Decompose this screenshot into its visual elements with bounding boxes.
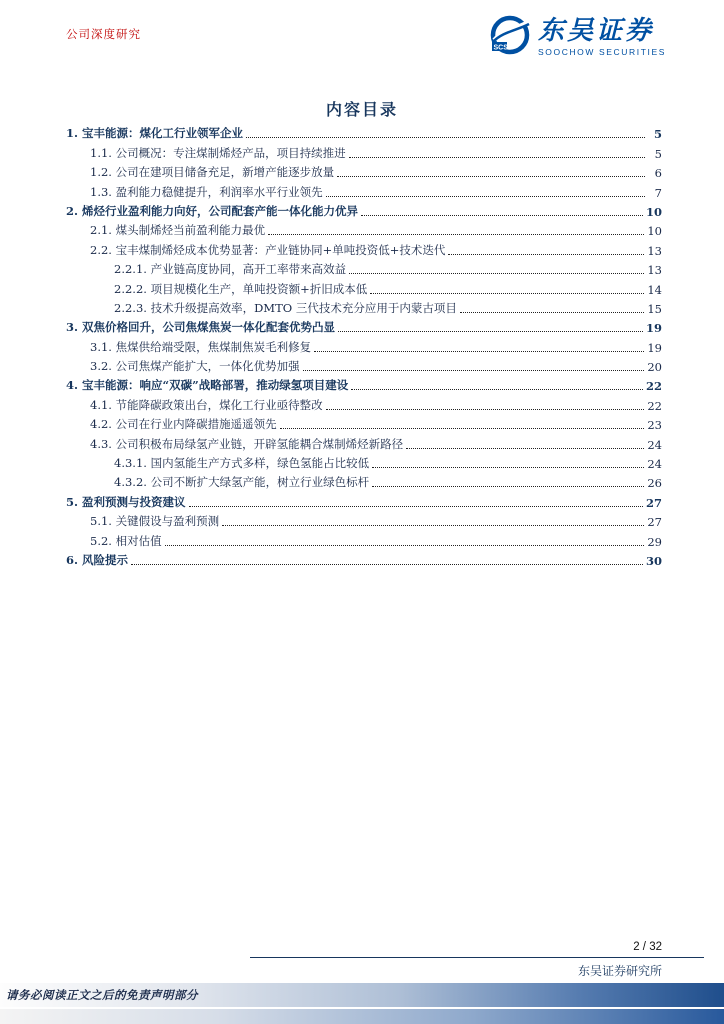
- toc-entry-page: 24: [647, 437, 662, 452]
- toc-entry-text: 5. 盈利预测与投资建议: [66, 494, 186, 509]
- toc-entry-text: 1.2. 公司在建项目储备充足，新增产能逐步放量: [90, 165, 335, 180]
- toc-leader-dots: [406, 448, 644, 449]
- toc-entry-text: 2. 烯烃行业盈利能力向好，公司配套产能一体化能力优异: [66, 203, 359, 218]
- toc-entry-text: 4.3.1. 国内氢能生产方式多样，绿色氢能占比较低: [114, 456, 370, 471]
- toc-entry[interactable]: [66, 240, 662, 259]
- scs-logo-icon: [488, 14, 532, 58]
- toc-leader-dots: [314, 351, 644, 352]
- toc-entry-text: 1.1. 公司概况：专注煤制烯烃产品，项目持续推进: [90, 145, 346, 160]
- toc-leader-dots: [165, 545, 645, 546]
- toc-leader-dots: [370, 293, 644, 294]
- toc-entry-page: 19: [647, 340, 662, 355]
- toc-leader-dots: [349, 157, 645, 158]
- toc-entry-text: 2.2.3. 技术升级提高效率，DMTO 三代技术充分应用于内蒙古项目: [114, 300, 457, 315]
- toc-entry-page: 27: [647, 515, 662, 530]
- toc-entry[interactable]: [66, 299, 662, 318]
- toc-title: 内容目录: [325, 100, 398, 119]
- toc-entry[interactable]: [66, 434, 662, 453]
- toc-entry-text: 4.3. 公司积极布局绿氢产业链，开辟氢能耦合煤制烯烃新路径: [90, 436, 404, 451]
- toc-entry-page: 15: [647, 301, 662, 316]
- toc-entry-page: 5: [654, 146, 662, 161]
- toc-entry-text: 4.2. 公司在行业内降碳措施遥遥领先: [90, 417, 277, 432]
- disclaimer-text: 请务必阅读正文之后的免责声明部分: [6, 988, 198, 1002]
- toc-entry[interactable]: [66, 163, 662, 182]
- toc-entry[interactable]: [66, 318, 662, 337]
- toc-entry[interactable]: [66, 512, 662, 531]
- toc-entry[interactable]: [66, 473, 662, 492]
- toc-entry-page: 20: [647, 360, 662, 375]
- toc-entry-text: 4. 宝丰能源：响应“双碳”战略部署，推动绿氢项目建设: [66, 378, 349, 393]
- toc-entry[interactable]: [66, 395, 662, 414]
- toc-entry-page: 22: [645, 379, 662, 394]
- toc-entry-text: 6. 风险提示: [66, 552, 129, 567]
- toc-entry-text: 2.1. 煤头制烯烃当前盈利能力最优: [90, 223, 266, 238]
- toc-entry-text: 3.2. 公司焦煤产能扩大，一体化优势加强: [90, 359, 300, 374]
- page-number-indicator: 2 / 32: [633, 941, 662, 953]
- toc-entry-text: 4.1. 节能降碳政策出台，煤化工行业亟待整改: [90, 397, 323, 412]
- toc-entry-text: 5.1. 关键假设与盈利预测: [90, 514, 220, 529]
- toc-leader-dots: [280, 428, 645, 429]
- research-institute-label: 东吴证券研究所: [250, 957, 704, 979]
- toc-entry[interactable]: [66, 551, 662, 570]
- toc-leader-dots: [372, 467, 644, 468]
- toc-entry-page: 13: [647, 263, 662, 278]
- toc-entry-page: 23: [647, 418, 662, 433]
- toc-leader-dots: [131, 564, 643, 565]
- toc-entry[interactable]: [66, 202, 662, 221]
- toc-leader-dots: [351, 389, 643, 390]
- toc-entry[interactable]: [66, 531, 662, 550]
- bottom-gradient-strip: [0, 1009, 724, 1024]
- toc-entry-page: 13: [647, 243, 662, 258]
- toc-entry[interactable]: [66, 357, 662, 376]
- toc-entry[interactable]: [66, 415, 662, 434]
- toc-entry-page: 30: [645, 553, 662, 568]
- toc-leader-dots: [303, 370, 645, 371]
- report-category-label: 公司深度研究: [66, 27, 141, 41]
- toc-entry[interactable]: [66, 124, 662, 143]
- soochow-logo: [488, 14, 666, 58]
- toc-entry-page: 10: [647, 224, 662, 239]
- toc-entry-page: 29: [647, 534, 662, 549]
- toc-entry[interactable]: [66, 279, 662, 298]
- toc-leader-dots: [268, 234, 644, 235]
- logo-brand-text: 东吴证券: [538, 15, 655, 46]
- toc-entry-text: 3. 双焦价格回升，公司焦煤焦炭一体化配套优势凸显: [66, 320, 336, 335]
- toc-leader-dots: [222, 525, 644, 526]
- toc-entry[interactable]: [66, 376, 662, 395]
- toc-entry-page: 24: [647, 457, 662, 472]
- toc-list: [66, 124, 662, 570]
- toc-entry[interactable]: [66, 454, 662, 473]
- toc-leader-dots: [361, 215, 643, 216]
- toc-entry-text: 2.2.1. 产业链高度协同，高开工率带来高效益: [114, 262, 347, 277]
- toc-entry[interactable]: [66, 143, 662, 162]
- toc-leader-dots: [337, 176, 645, 177]
- toc-entry[interactable]: [66, 260, 662, 279]
- toc-leader-dots: [460, 312, 645, 313]
- toc-entry-page: 5: [653, 127, 662, 142]
- toc-leader-dots: [349, 273, 644, 274]
- toc-entry-page: 19: [645, 321, 662, 336]
- toc-entry-text: 3.1. 焦煤供给端受限，焦煤制焦炭毛利修复: [90, 339, 312, 354]
- toc-entry-page: 22: [647, 398, 662, 413]
- toc-entry-page: 10: [645, 204, 662, 219]
- toc-entry[interactable]: [66, 337, 662, 356]
- toc-entry-text: 2.2. 宝丰煤制烯烃成本优势显著：产业链协同+单吨投资低+技术迭代: [90, 242, 446, 257]
- toc-entry[interactable]: [66, 182, 662, 201]
- toc-entry-text: 2.2.2. 项目规模化生产，单吨投资额+折旧成本低: [114, 281, 368, 296]
- svg-text:SCS: SCS: [493, 44, 508, 52]
- toc-entry-text: 1. 宝丰能源：煤化工行业领军企业: [66, 126, 244, 141]
- toc-leader-dots: [372, 486, 644, 487]
- toc-entry-text: 1.3. 盈利能力稳健提升，利润率水平行业领先: [90, 184, 323, 199]
- toc-entry-page: 26: [647, 476, 662, 491]
- toc-entry[interactable]: [66, 492, 662, 511]
- disclaimer-bar: [0, 983, 724, 1007]
- toc-entry-page: 7: [654, 185, 662, 200]
- toc-entry-page: 14: [647, 282, 662, 297]
- toc-entry-text: 5.2. 相对估值: [90, 533, 162, 548]
- logo-subtitle-text: SOOCHOW SECURITIES: [538, 46, 666, 57]
- toc-leader-dots: [338, 331, 643, 332]
- toc-entry[interactable]: [66, 221, 662, 240]
- toc-entry-page: 6: [654, 166, 662, 181]
- toc-entry-page: 27: [645, 495, 662, 510]
- toc-leader-dots: [448, 254, 644, 255]
- toc-entry-text: 4.3.2. 公司不断扩大绿氢产能，树立行业绿色标杆: [114, 475, 370, 490]
- toc-leader-dots: [246, 137, 645, 138]
- toc-leader-dots: [326, 196, 645, 197]
- toc-leader-dots: [189, 506, 643, 507]
- toc-leader-dots: [326, 409, 645, 410]
